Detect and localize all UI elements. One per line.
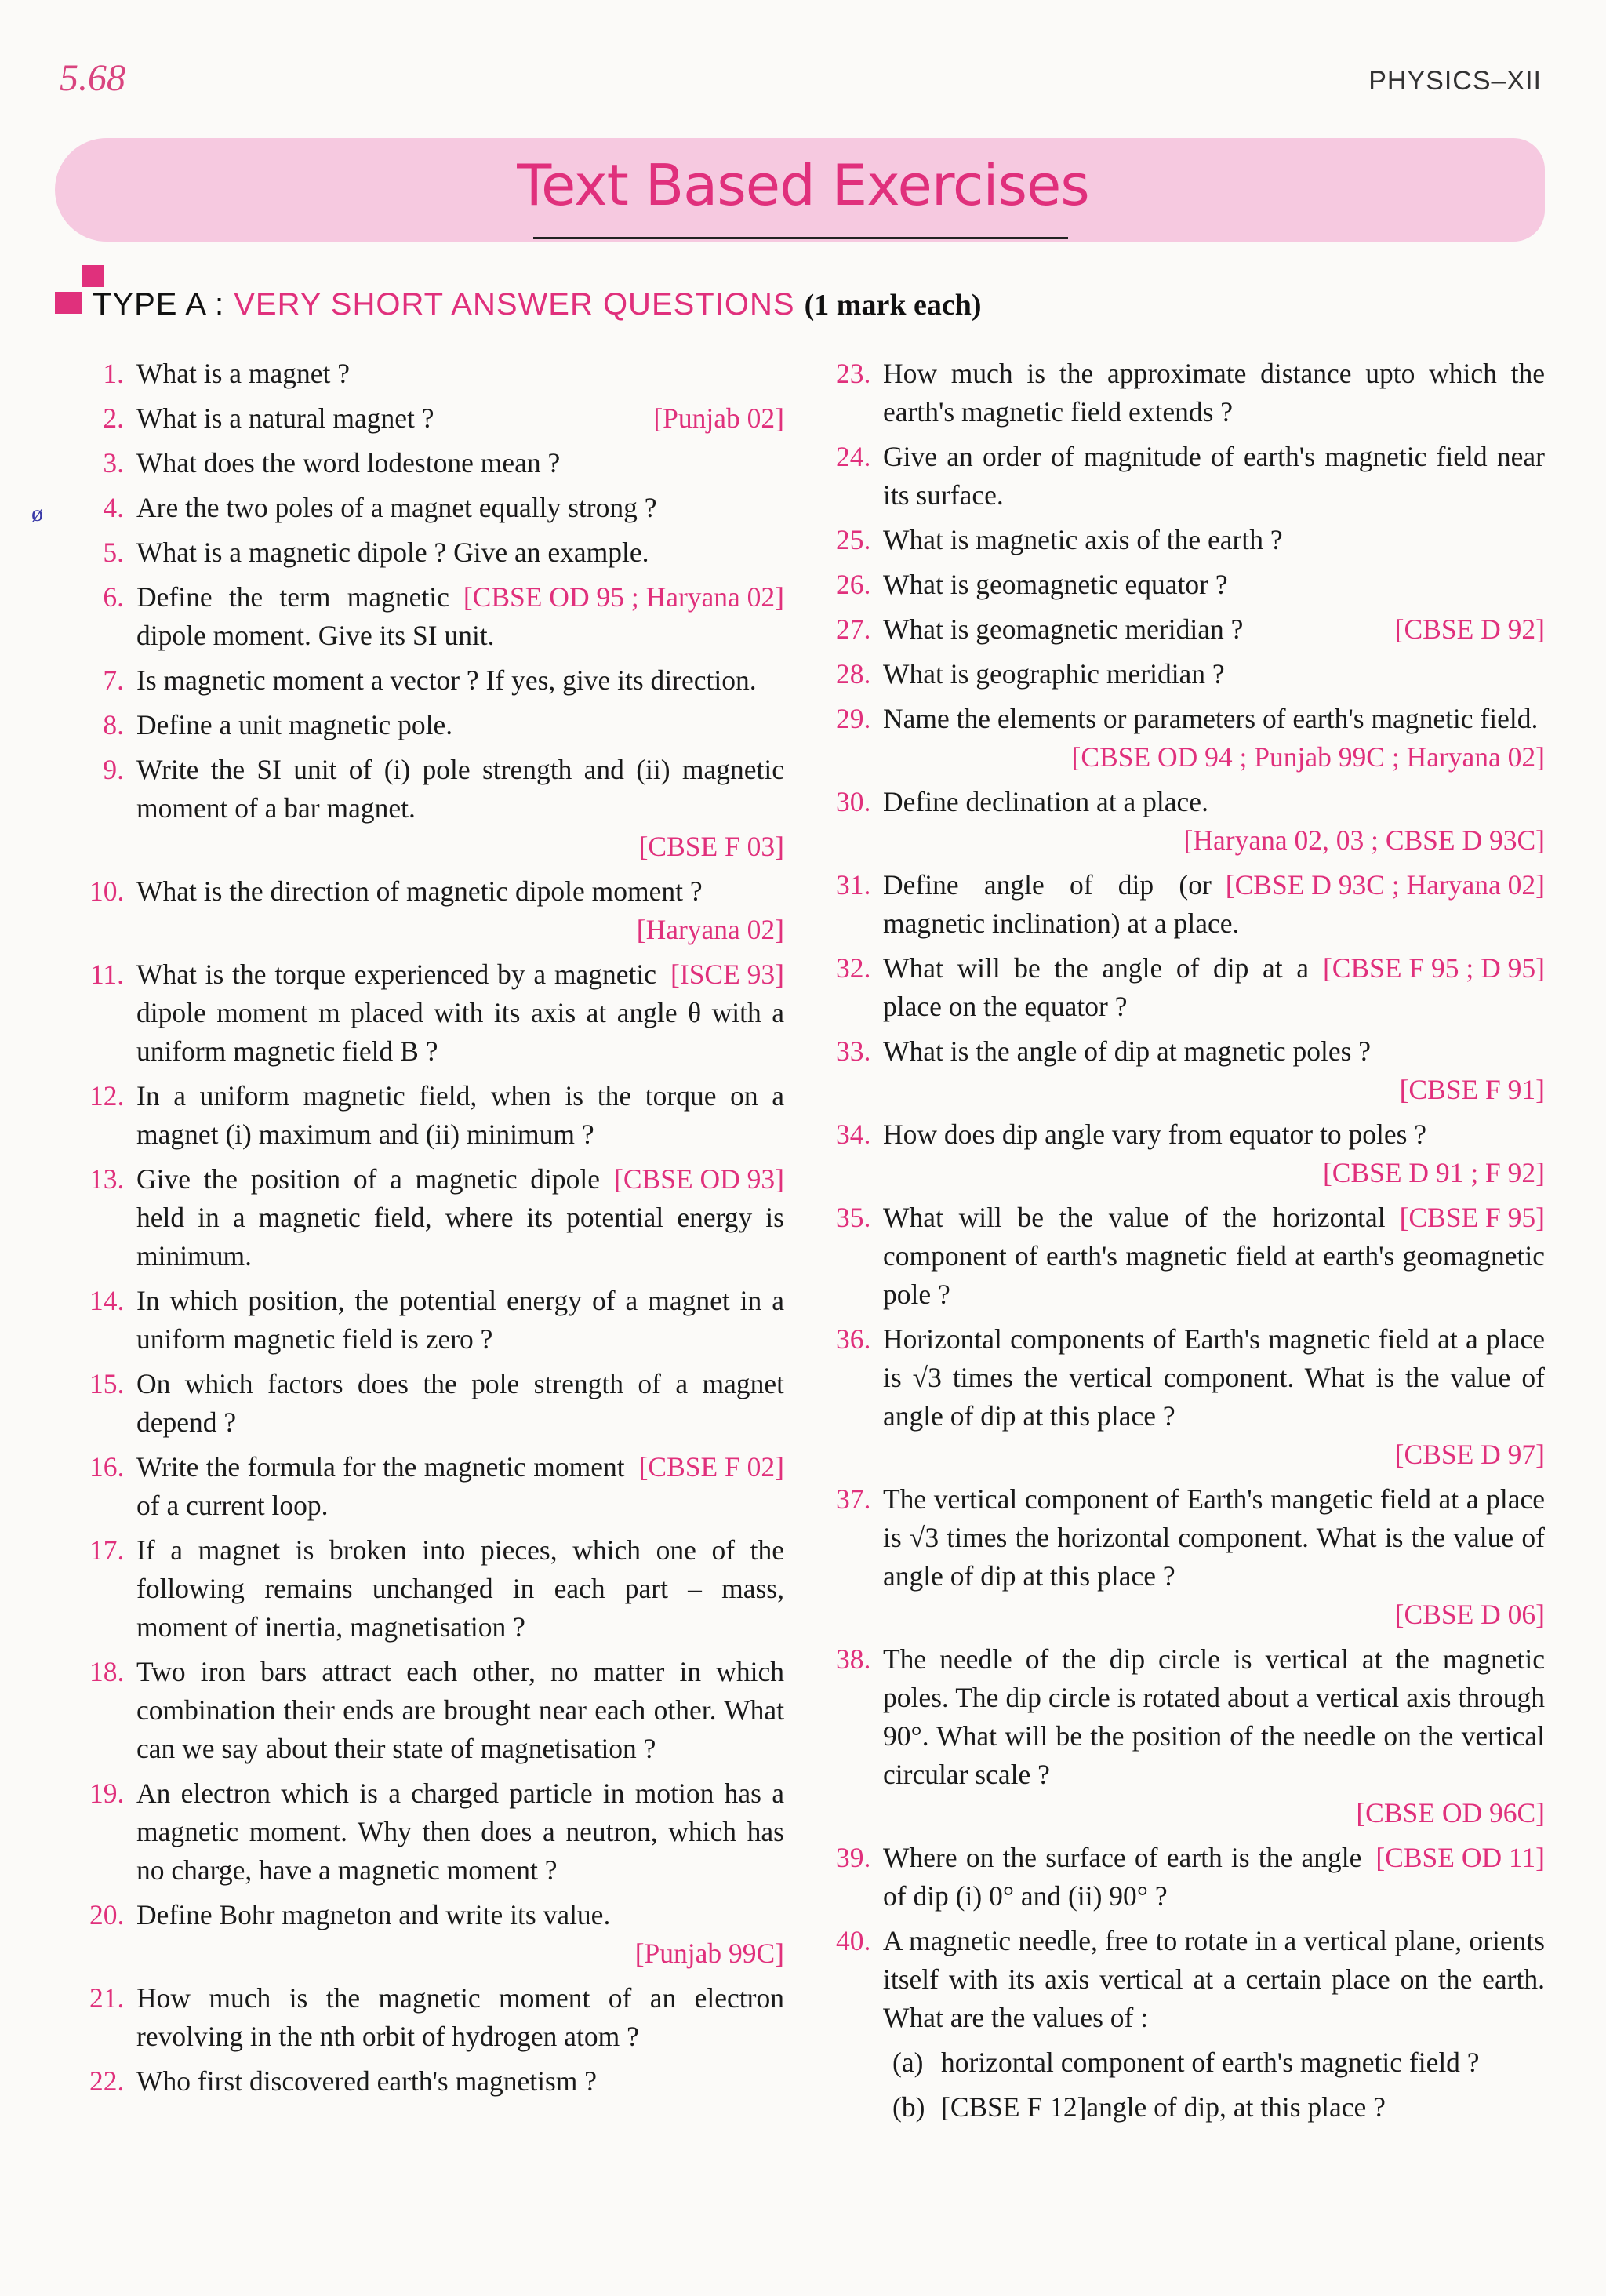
question-source: [ISCE 93] bbox=[670, 959, 784, 990]
question-spacer bbox=[89, 482, 784, 489]
question-item bbox=[89, 751, 784, 866]
title-underline bbox=[533, 237, 1068, 239]
question-spacer bbox=[89, 1071, 784, 1077]
question-number: 39. bbox=[836, 1842, 871, 1873]
question-spacer bbox=[89, 1359, 784, 1365]
question-spacer bbox=[836, 515, 1545, 521]
question-source: [Punjab 02] bbox=[653, 402, 784, 434]
question-text: If a magnet is broken into pieces, which one of the following remains unchanged in each part – mass, moment of inertia, magnetisation ? bbox=[136, 1534, 784, 1643]
question-item bbox=[89, 1653, 784, 1768]
question-number: 2. bbox=[103, 402, 124, 434]
question-spacer bbox=[836, 2082, 1545, 2088]
question-number: 40. bbox=[836, 1925, 871, 1956]
question-spacer bbox=[89, 1646, 784, 1653]
question-item bbox=[836, 355, 1545, 431]
question-item bbox=[89, 1282, 784, 1359]
question-number: 33. bbox=[836, 1035, 871, 1067]
question-item bbox=[89, 2062, 784, 2101]
section-marker-square bbox=[82, 265, 104, 287]
question-number: 5. bbox=[103, 537, 124, 568]
question-text: In a uniform magnetic field, when is the torque on a magnet (i) maximum and (ii) minimum ? bbox=[136, 1080, 784, 1150]
question-item bbox=[89, 706, 784, 744]
question-spacer bbox=[836, 559, 1545, 566]
question-spacer bbox=[836, 1832, 1545, 1839]
question-number: 15. bbox=[89, 1368, 125, 1399]
section-marks: (1 mark each) bbox=[804, 289, 982, 322]
question-source: [CBSE F 91] bbox=[1399, 1074, 1545, 1105]
question-text: What is a magnet ? bbox=[136, 358, 351, 389]
question-spacer bbox=[836, 431, 1545, 438]
question-text: Define angle of dip (or magnetic inclination) at a place. bbox=[883, 869, 1240, 939]
question-source: [CBSE OD 95 ; Haryana 02] bbox=[463, 581, 784, 613]
question-number: 16. bbox=[89, 1451, 125, 1483]
question-text: Horizontal components of Earth's magnetic field at a place is √3 times the vertical component. What is the value of angle of dip at this place ? bbox=[883, 1323, 1545, 1432]
running-head: PHYSICS–XII bbox=[1368, 66, 1542, 96]
question-text: How does dip angle vary from equator to poles ? bbox=[883, 1119, 1427, 1150]
sub-question-label: (a) bbox=[892, 2047, 924, 2078]
question-number: 31. bbox=[836, 869, 871, 901]
question-spacer bbox=[89, 2056, 784, 2062]
question-spacer bbox=[89, 700, 784, 706]
question-spacer bbox=[89, 1973, 784, 1979]
question-item bbox=[89, 955, 784, 1071]
question-text: An electron which is a charged particle in motion has a magnetic moment. Why then does a neutron, which has no charge, have a magnetic moment ? bbox=[136, 1777, 784, 1886]
question-item bbox=[89, 533, 784, 572]
question-spacer bbox=[836, 777, 1545, 783]
question-item bbox=[836, 438, 1545, 515]
question-number: 17. bbox=[89, 1534, 125, 1566]
question-spacer bbox=[836, 1314, 1545, 1320]
question-item bbox=[836, 1320, 1545, 1474]
question-source: [CBSE F 95] bbox=[1399, 1202, 1545, 1233]
section-name: VERY SHORT ANSWER QUESTIONS bbox=[234, 287, 795, 322]
question-number: 30. bbox=[836, 786, 871, 817]
question-item bbox=[836, 610, 1545, 649]
question-source: [CBSE F 12] bbox=[941, 2091, 1087, 2123]
question-number: 4. bbox=[103, 492, 124, 523]
question-number: 37. bbox=[836, 1483, 871, 1515]
question-source: [CBSE F 95 ; D 95] bbox=[1322, 952, 1545, 984]
question-number: 8. bbox=[103, 709, 124, 740]
question-text: What is the angle of dip at magnetic poles ? bbox=[883, 1035, 1372, 1067]
page-number: 5.68 bbox=[60, 57, 125, 99]
question-number: 25. bbox=[836, 524, 871, 555]
question-text: Give the position of a magnetic dipole held in a magnetic field, where its potential energy is minimum. bbox=[136, 1163, 784, 1272]
question-item bbox=[89, 1979, 784, 2056]
question-source: [CBSE F 03] bbox=[638, 831, 784, 862]
question-number: 18. bbox=[89, 1656, 125, 1687]
question-item bbox=[836, 783, 1545, 860]
question-number: 38. bbox=[836, 1643, 871, 1675]
question-number: 11. bbox=[89, 959, 124, 990]
question-item bbox=[89, 489, 784, 527]
question-item bbox=[89, 1531, 784, 1646]
question-spacer bbox=[89, 393, 784, 399]
question-source: [CBSE OD 94 ; Punjab 99C ; Haryana 02] bbox=[1071, 741, 1545, 773]
question-item bbox=[89, 872, 784, 949]
sub-question-label: (b) bbox=[892, 2091, 925, 2123]
question-spacer bbox=[89, 1525, 784, 1531]
question-item bbox=[89, 399, 784, 438]
question-spacer bbox=[89, 2101, 784, 2107]
question-spacer bbox=[836, 1026, 1545, 1032]
right-question-column bbox=[836, 355, 1545, 2133]
question-item bbox=[89, 1448, 784, 1525]
question-item bbox=[836, 655, 1545, 693]
question-number: 10. bbox=[89, 875, 125, 907]
question-item bbox=[836, 1032, 1545, 1109]
question-number: 9. bbox=[103, 754, 124, 785]
question-number: 24. bbox=[836, 441, 871, 472]
question-number: 21. bbox=[89, 1982, 125, 2014]
sub-question-item bbox=[836, 2088, 1545, 2127]
question-source: [CBSE OD 93] bbox=[614, 1163, 784, 1195]
question-item bbox=[836, 1839, 1545, 1916]
question-text: Is magnetic moment a vector ? If yes, give its direction. bbox=[136, 664, 757, 696]
question-text: What is geographic meridian ? bbox=[883, 658, 1225, 690]
question-item bbox=[89, 1774, 784, 1890]
question-text: Two iron bars attract each other, no matter in which combination their ends are brought near each other. What can we say about their state of magnetisation ? bbox=[136, 1656, 784, 1764]
section-type: TYPE A : bbox=[93, 287, 225, 322]
sub-question-text: angle of dip, at this place ? bbox=[1086, 2091, 1386, 2123]
question-spacer bbox=[836, 1109, 1545, 1115]
question-item bbox=[836, 1922, 1545, 2037]
question-source: [CBSE D 91 ; F 92] bbox=[1322, 1157, 1545, 1188]
question-source: [Haryana 02] bbox=[636, 914, 784, 945]
question-text: What will be the angle of dip at a place on the equator ? bbox=[883, 952, 1309, 1022]
question-number: 34. bbox=[836, 1119, 871, 1150]
question-spacer bbox=[89, 866, 784, 872]
question-source: [CBSE D 93C ; Haryana 02] bbox=[1225, 869, 1545, 901]
question-text: What is a magnetic dipole ? Give an example. bbox=[136, 537, 649, 568]
question-number: 1. bbox=[103, 358, 124, 389]
question-text: Give an order of magnitude of earth's magnetic field near its surface. bbox=[883, 441, 1545, 511]
question-number: 19. bbox=[89, 1777, 125, 1809]
question-text: How much is the magnetic moment of an electron revolving in the nth orbit of hydrogen atom ? bbox=[136, 1982, 784, 2052]
question-text: In which position, the potential energy of a magnet in a uniform magnetic field is zero ? bbox=[136, 1285, 784, 1355]
question-number: 35. bbox=[836, 1202, 871, 1233]
question-spacer bbox=[89, 1154, 784, 1160]
question-text: Define a unit magnetic pole. bbox=[136, 709, 453, 740]
question-item bbox=[836, 1199, 1545, 1314]
question-number: 22. bbox=[89, 2065, 125, 2097]
question-item bbox=[89, 661, 784, 700]
question-spacer bbox=[836, 2037, 1545, 2043]
sub-question-text: horizontal component of earth's magnetic field ? bbox=[941, 2047, 1480, 2078]
question-spacer bbox=[89, 527, 784, 533]
question-number: 36. bbox=[836, 1323, 871, 1355]
question-spacer bbox=[836, 649, 1545, 655]
question-text: The vertical component of Earth's mangetic field at a place is √3 times the horizontal component. What is the value of angle of dip at this place ? bbox=[883, 1483, 1545, 1592]
question-item bbox=[836, 700, 1545, 777]
question-spacer bbox=[89, 1890, 784, 1896]
question-item bbox=[836, 866, 1545, 943]
question-text: A magnetic needle, free to rotate in a vertical plane, orients itself with its axis vertical at a certain place on the earth. What are the values of : bbox=[883, 1925, 1545, 2033]
question-text: Who first discovered earth's magnetism ? bbox=[136, 2065, 598, 2097]
question-text: On which factors does the pole strength of a magnet depend ? bbox=[136, 1368, 784, 1438]
question-spacer bbox=[89, 655, 784, 661]
question-item bbox=[836, 521, 1545, 559]
question-text: Write the SI unit of (i) pole strength and (ii) magnetic moment of a bar magnet. bbox=[136, 754, 784, 824]
question-text: What is magnetic axis of the earth ? bbox=[883, 524, 1283, 555]
question-number: 28. bbox=[836, 658, 871, 690]
question-spacer bbox=[836, 1634, 1545, 1640]
section-marker-square bbox=[55, 292, 82, 314]
question-spacer bbox=[836, 943, 1545, 949]
question-item bbox=[89, 1365, 784, 1442]
question-text: Name the elements or parameters of earth's magnetic field. bbox=[883, 703, 1539, 734]
question-text: Are the two poles of a magnet equally strong ? bbox=[136, 492, 657, 523]
question-text: Where on the surface of earth is the angle of dip (i) 0° and (ii) 90° ? bbox=[883, 1842, 1362, 1912]
question-number: 29. bbox=[836, 703, 871, 734]
question-spacer bbox=[836, 604, 1545, 610]
question-number: 3. bbox=[103, 447, 124, 478]
question-spacer bbox=[89, 1442, 784, 1448]
question-source: [CBSE D 97] bbox=[1394, 1439, 1545, 1470]
question-item bbox=[89, 1896, 784, 1973]
question-text: Write the formula for the magnetic moment of a current loop. bbox=[136, 1451, 625, 1521]
question-source: [Punjab 99C] bbox=[634, 1938, 784, 1969]
question-spacer bbox=[836, 1916, 1545, 1922]
question-item bbox=[836, 1115, 1545, 1192]
question-number: 32. bbox=[836, 952, 871, 984]
question-source: [CBSE F 02] bbox=[638, 1451, 784, 1483]
question-text: What is a natural magnet ? bbox=[136, 402, 434, 434]
question-number: 14. bbox=[89, 1285, 125, 1316]
question-item bbox=[836, 1640, 1545, 1832]
question-text: What is geomagnetic meridian ? bbox=[883, 613, 1244, 645]
question-source: [CBSE D 92] bbox=[1394, 613, 1545, 645]
question-spacer bbox=[89, 1275, 784, 1282]
question-text: What is geomagnetic equator ? bbox=[883, 569, 1228, 600]
question-number: 26. bbox=[836, 569, 871, 600]
margin-pen-mark: ø bbox=[31, 500, 43, 526]
question-number: 7. bbox=[103, 664, 124, 696]
question-spacer bbox=[836, 1192, 1545, 1199]
question-source: [CBSE D 06] bbox=[1394, 1599, 1545, 1630]
question-number: 6. bbox=[103, 581, 124, 613]
question-text: The needle of the dip circle is vertical at the magnetic poles. The dip circle is rotated about a vertical axis through 90°. What will be the position of the needle on the vertical circular scale ? bbox=[883, 1643, 1545, 1790]
question-item bbox=[89, 1160, 784, 1275]
question-spacer bbox=[89, 572, 784, 578]
page-title: Text Based Exercises bbox=[517, 152, 1089, 218]
question-text: How much is the approximate distance upto which the earth's magnetic field extends ? bbox=[883, 358, 1545, 428]
question-item bbox=[89, 1077, 784, 1154]
question-text: Define declination at a place. bbox=[883, 786, 1208, 817]
question-number: 20. bbox=[89, 1899, 125, 1930]
question-number: 27. bbox=[836, 613, 871, 645]
question-spacer bbox=[836, 860, 1545, 866]
question-item bbox=[89, 444, 784, 482]
section-heading bbox=[93, 287, 982, 322]
question-item bbox=[836, 949, 1545, 1026]
question-item bbox=[836, 1480, 1545, 1634]
question-spacer bbox=[89, 949, 784, 955]
sub-question-item bbox=[836, 2043, 1545, 2082]
question-spacer bbox=[89, 744, 784, 751]
question-number: 13. bbox=[89, 1163, 125, 1195]
question-text: Define Bohr magneton and write its value. bbox=[136, 1899, 611, 1930]
question-item bbox=[89, 355, 784, 393]
question-source: [Haryana 02, 03 ; CBSE D 93C] bbox=[1183, 824, 1545, 856]
question-text: What does the word lodestone mean ? bbox=[136, 447, 561, 478]
question-source: [CBSE OD 11] bbox=[1375, 1842, 1545, 1873]
question-spacer bbox=[836, 2127, 1545, 2133]
question-spacer bbox=[836, 1474, 1545, 1480]
question-number: 23. bbox=[836, 358, 871, 389]
question-number: 12. bbox=[89, 1080, 125, 1112]
left-question-column bbox=[89, 355, 784, 2107]
question-spacer bbox=[89, 438, 784, 444]
question-text: What will be the value of the horizontal component of earth's magnetic field at earth's geomagnetic pole ? bbox=[883, 1202, 1545, 1310]
question-item bbox=[89, 578, 784, 655]
question-spacer bbox=[836, 693, 1545, 700]
question-text: What is the direction of magnetic dipole moment ? bbox=[136, 875, 703, 907]
question-source: [CBSE OD 96C] bbox=[1356, 1797, 1545, 1828]
question-text: What is the torque experienced by a magnetic dipole moment m placed with its axis at angle θ with a uniform magnetic field B ? bbox=[136, 959, 784, 1067]
question-spacer bbox=[89, 1768, 784, 1774]
question-item bbox=[836, 566, 1545, 604]
question-text: Define the term magnetic dipole moment. Give its SI unit. bbox=[136, 581, 495, 651]
